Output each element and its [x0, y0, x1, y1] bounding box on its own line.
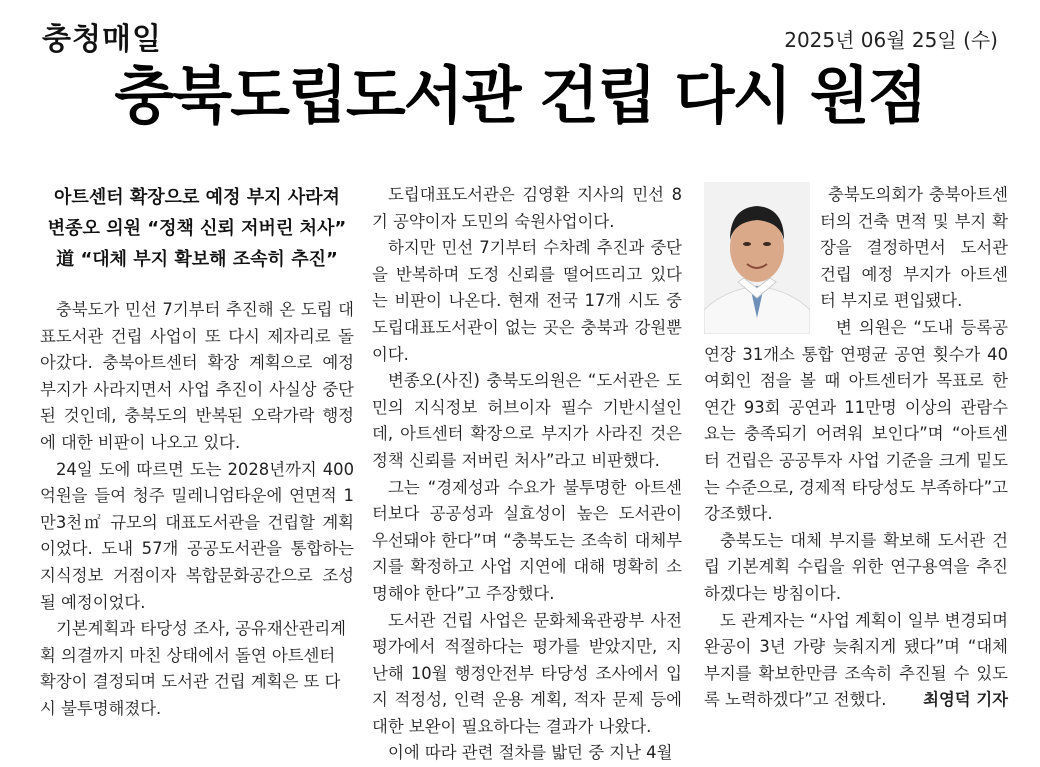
subheadline: 변종오 의원 “정책 신뢰 저버린 처사” [47, 218, 347, 239]
reporter-subject-photo [704, 182, 810, 334]
paragraph: 도서관 건립 사업은 문화체육관광부 사전평가에서 적절하다는 평가를 받았지만, 지난해 10월 행정안전부 타당성 조사에서 입지 적정성, 인력 운용 계획, 적자 문제 등에 대한 보완이 필요하다는 결과가 나왔다. [372, 610, 682, 736]
column-3 [704, 182, 1008, 714]
paragraph: 변 의원은 “도내 등록공연장 31개소 통합 연평균 공연 횟수가 40여회인 점을 볼 때 아트센터가 목표로 한 연간 93회 공연과 11만명 이상의 관람수요는 충족되기 어려워 보인다”며 “아트센터 건립은 공공투자 사업 기준을 크게 밑도는 수준으로, 경제적 타당성도 부족하다”고 강조했다. [704, 317, 1008, 524]
paragraph: 충북도가 민선 7기부터 추진해 온 도립 대표도서관 건립 사업이 또 다시 제자리로 돌아갔다. 충북아트센터 확장 계획으로 예정 부지가 사라지면서 사업 추진이 사실상 중단된 것인데, 충북도의 반복된 오락가락 행정에 대한 비판이 나오고 있다. [40, 300, 354, 452]
paragraph [704, 608, 1008, 714]
paragraph: 이에 따라 관련 절차를 밟던 중 지난 4월 [388, 743, 673, 763]
paragraph: 하지만 민선 7기부터 수차례 추진과 중단을 반복하며 도정 신뢰를 떨어뜨리고 있다는 비판이 나온다. 현재 전국 17개 시도 중 도립대표도서관이 없는 곳은 충북과 강원뿐이다. [372, 238, 682, 364]
paragraph: 24일 도에 따르면 도는 2028년까지 400억원을 들여 청주 밀레니엄타운에 연면적 1만3천㎡ 규모의 대표도서관을 건립할 계획이었다. 도내 57개 공공도서관을 통합하는 지식정보 거점이자 복합문화공간으로 조성될 예정이었다. [40, 459, 354, 612]
masthead-logo: 충청매일 [42, 22, 162, 57]
paragraph: 충북도의회가 충북아트센터의 건축 면적 및 부지 확장을 결정하면서 도서관 건립 예정 부지가 아트센터 부지로 편입됐다. [820, 185, 1008, 311]
publication-date: 2025년 06월 25일 (수) [784, 28, 998, 52]
subheadline: 道 “대체 부지 확보해 조속히 추진” [56, 249, 338, 270]
byline: 최영덕 기자 [923, 690, 1008, 710]
paragraph: 충북도는 대체 부지를 확보해 도서관 건립 기본계획 수립을 위한 연구용역을 추진하겠다는 방침이다. [704, 530, 1008, 603]
paragraph: 기본계획과 타당성 조사, 공유재산관리계획 의결까지 마친 상태에서 돌연 아트센터 확장이 결정되며 도서관 건립 계획은 또 다시 불투명해졌다. [40, 619, 347, 718]
column-1 [40, 182, 354, 723]
column-2 [372, 182, 682, 767]
portrait-photo-icon [704, 182, 810, 334]
paragraph: 변종오(사진) 충북도의원은 “도서관은 도민의 지식정보 허브이자 필수 기반시설인데, 아트센터 확장으로 부지가 사라진 것은 정책 신뢰를 저버린 처사”라고 비판했다. [372, 371, 682, 470]
headline: 충북도립도서관 건립 다시 원점 [114, 59, 926, 132]
closing-text: 도 관계자는 “사업 계획이 일부 변경되며 완공이 3년 가량 늦춰지게 됐다”며 “대체부지를 확보한만큼 조속히 추진될 수 있도록 노력하겠다”고 전했다. [704, 610, 1008, 710]
paragraph: 도립대표도서관은 김영환 지사의 민선 8기 공약이자 도민의 숙원사업이다. [372, 185, 682, 231]
subheadlines [40, 182, 354, 275]
subheadline: 아트센터 확장으로 예정 부지 사라져 [54, 187, 340, 208]
paragraph: 그는 “경제성과 수요가 불투명한 아트센터보다 공공성과 실효성이 높은 도서관이 우선돼야 한다”며 “충북도는 조속히 대체부지를 확정하고 사업 지연에 대해 명확히 소명해야 한다”고 주장했다. [372, 477, 682, 603]
